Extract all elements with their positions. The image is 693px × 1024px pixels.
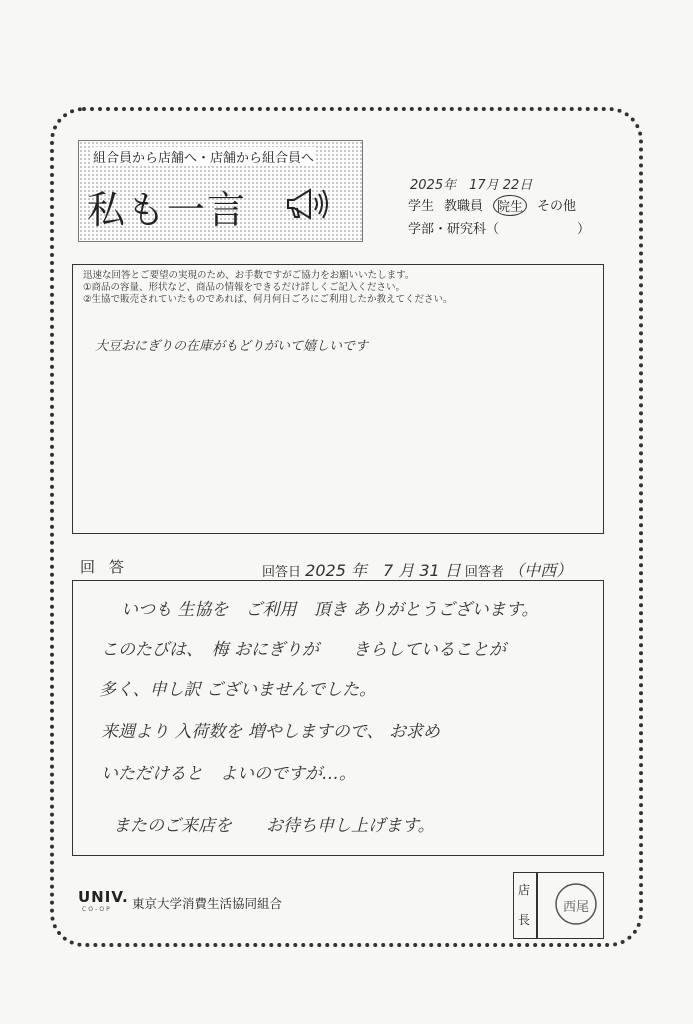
opinion-text: 大豆おにぎりの在庫がもどりがいて嬉しいです [95,339,369,354]
opinion-box [72,264,604,534]
answer-box [72,580,604,856]
answer-date-label: 回答日 [262,565,302,580]
answer-line: 来週より 入荷数を 増やしますので、 お求め [101,722,440,742]
answer-line: またのご来店を お待ち申し上げます。 [113,816,435,836]
role-options [408,195,576,216]
instruction-line: ①商品の容量、形状など、商品の情報をできるだけ詳しくご記入ください。 [83,282,406,293]
submission-date: 2025年 17月 22日 [410,178,533,193]
instructions [83,270,453,306]
coop-logo-sub: CO-OP [82,906,112,913]
answer-date: 2025 年 7 月 31 日 [305,561,461,580]
role-grad-student: 院生 [493,195,527,216]
manager-label-2: 長 [518,913,531,927]
seal-stamp [554,881,598,927]
role-student: 学生 [408,199,435,214]
coop-logo: UNIV. [78,888,129,906]
instruction-line: ②生協で販売されていたものであれば、何月何日ごろにご利用したか教えてください。 [83,294,453,305]
form-title: 私も一言 [87,188,248,232]
responder-name: （中西） [508,561,573,580]
slogan: 組合員から店舗へ・店舗から組合員へ [91,147,316,166]
answer-label: 回答 [80,558,139,576]
responder-label: 回答者 [464,565,504,580]
organization-name: 東京大学消費生活協同組合 [132,896,283,911]
answer-meta [262,558,572,581]
megaphone-icon [284,186,332,222]
header-panel [78,140,363,242]
stamp-divider [536,873,538,938]
role-staff: 教職員 [444,199,484,214]
answer-line: いただけると よいのですが…。 [101,764,356,784]
answer-line: 多く、申し訳 ございませんでした。 [99,680,377,700]
answer-line: いつも 生協を ご利用 頂き ありがとうございます。 [121,600,539,620]
manager-stamp-box [513,872,604,939]
department-field: 学部・研究科（ ） [408,222,591,237]
manager-label-1: 店 [518,883,531,897]
role-other: その他 [537,199,577,214]
answer-line: このたびは、 梅 おにぎりが きらしていることが [101,640,506,660]
seal-text: 西尾 [562,900,590,915]
instruction-line: 迅速な回答とご要望の実現のため、お手数ですがご協力をお願いいたします。 [83,270,415,281]
